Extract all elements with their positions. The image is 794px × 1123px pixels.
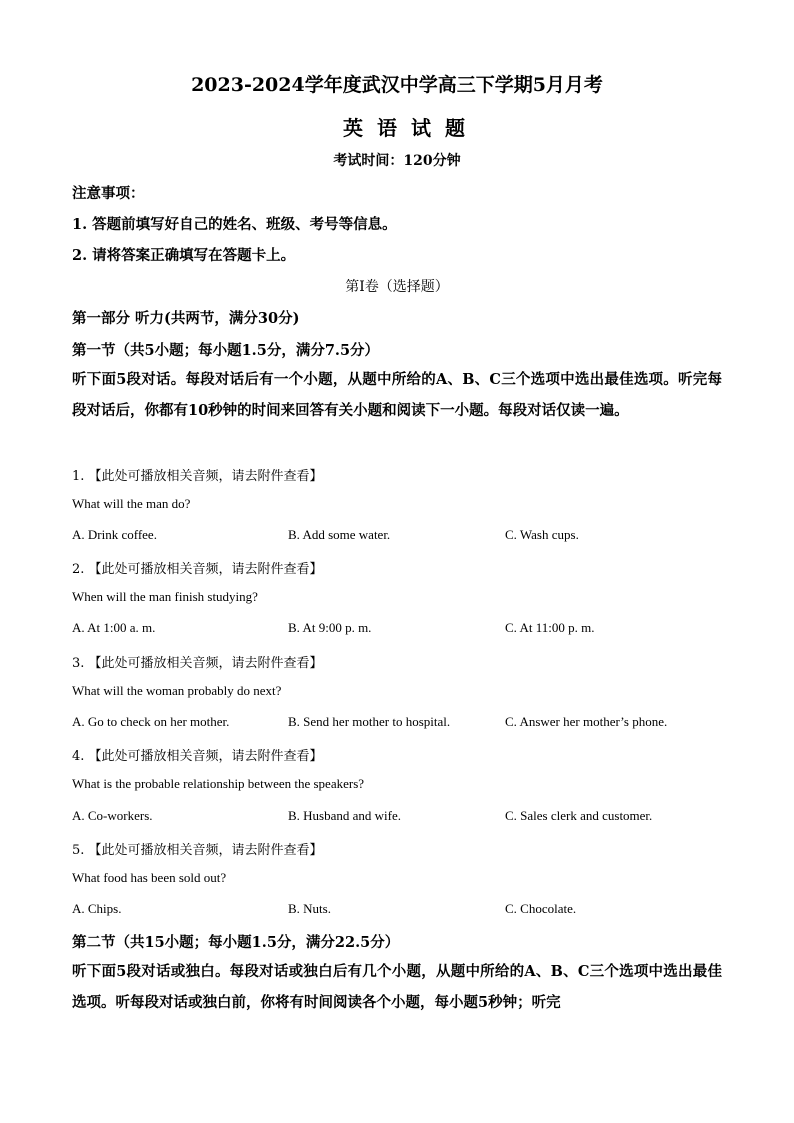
question-header: 1. 【此处可播放相关音频，请去附件查看】: [72, 469, 323, 484]
section2-title: 第二节（共15小题；每小题1.5分，满分22.5分）: [72, 934, 400, 951]
option-b: B. At 9:00 p. m.: [288, 620, 372, 635]
note-item: 2. 请将答案正确填写在答题卡上。: [72, 247, 296, 264]
option-c: C. Sales clerk and customer.: [505, 808, 653, 823]
option-a: A. Co-workers.: [72, 808, 153, 823]
question-text: What will the woman probably do next?: [72, 683, 282, 698]
question-header: 3. 【此处可播放相关音频，请去附件查看】: [72, 656, 323, 671]
subject-title: 英语试题: [343, 116, 479, 140]
note-item: 1. 答题前填写好自己的姓名、班级、考号等信息。: [72, 216, 397, 233]
question-text: What is the probable relationship between the speakers?: [72, 776, 365, 791]
option-a: A. At 1:00 a. m.: [72, 620, 156, 635]
question-header: 5. 【此处可播放相关音频，请去附件查看】: [72, 843, 323, 858]
option-b: B. Add some water.: [288, 527, 391, 542]
notes-heading: 注意事项：: [72, 185, 145, 202]
question-text: What food has been sold out?: [72, 870, 227, 885]
option-b: B. Send her mother to hospital.: [288, 714, 451, 729]
option-a: A. Go to check on her mother.: [72, 714, 230, 729]
option-c: C. Answer her mother’s phone.: [505, 714, 668, 729]
section1-title: 第一节（共5小题；每小题1.5分，满分7.5分）: [72, 342, 380, 359]
option-a: A. Chips.: [72, 901, 122, 916]
question-text: What will the man do?: [72, 496, 191, 511]
question-header: 2. 【此处可播放相关音频，请去附件查看】: [72, 562, 323, 577]
section1-instructions: 听下面5段对话。每段对话后有一个小题，从题中所给的A、B、C三个选项中选出最佳选项。听完每段对话后，你都有10秒钟的时间来回答有关小题和阅读下一小题。每段对话仅读一遍。: [72, 371, 722, 419]
option-c: C. Wash cups.: [505, 527, 579, 542]
option-b: B. Nuts.: [288, 901, 331, 916]
question-text: When will the man finish studying?: [72, 589, 258, 604]
question-header: 4. 【此处可播放相关音频，请去附件查看】: [72, 749, 323, 764]
option-b: B. Husband and wife.: [288, 808, 402, 823]
option-c: C. At 11:00 p. m.: [505, 620, 595, 635]
exam-title: 2023-2024学年度武汉中学高三下学期5月月考: [191, 74, 603, 96]
option-c: C. Chocolate.: [505, 901, 577, 916]
exam-time: 考试时间：120分钟: [333, 153, 461, 169]
option-a: A. Drink coffee.: [72, 527, 157, 542]
section2-instructions: 听下面5段对话或独白。每段对话或独白后有几个小题，从题中所给的A、B、C三个选项中选出最佳选项。听每段对话或独白前，你将有时间阅读各个小题，每小题5秒钟；听完: [72, 963, 722, 1011]
volume-title: 第I卷（选择题）: [345, 279, 449, 295]
part1-title: 第一部分 听力(共两节，满分30分): [72, 310, 300, 327]
